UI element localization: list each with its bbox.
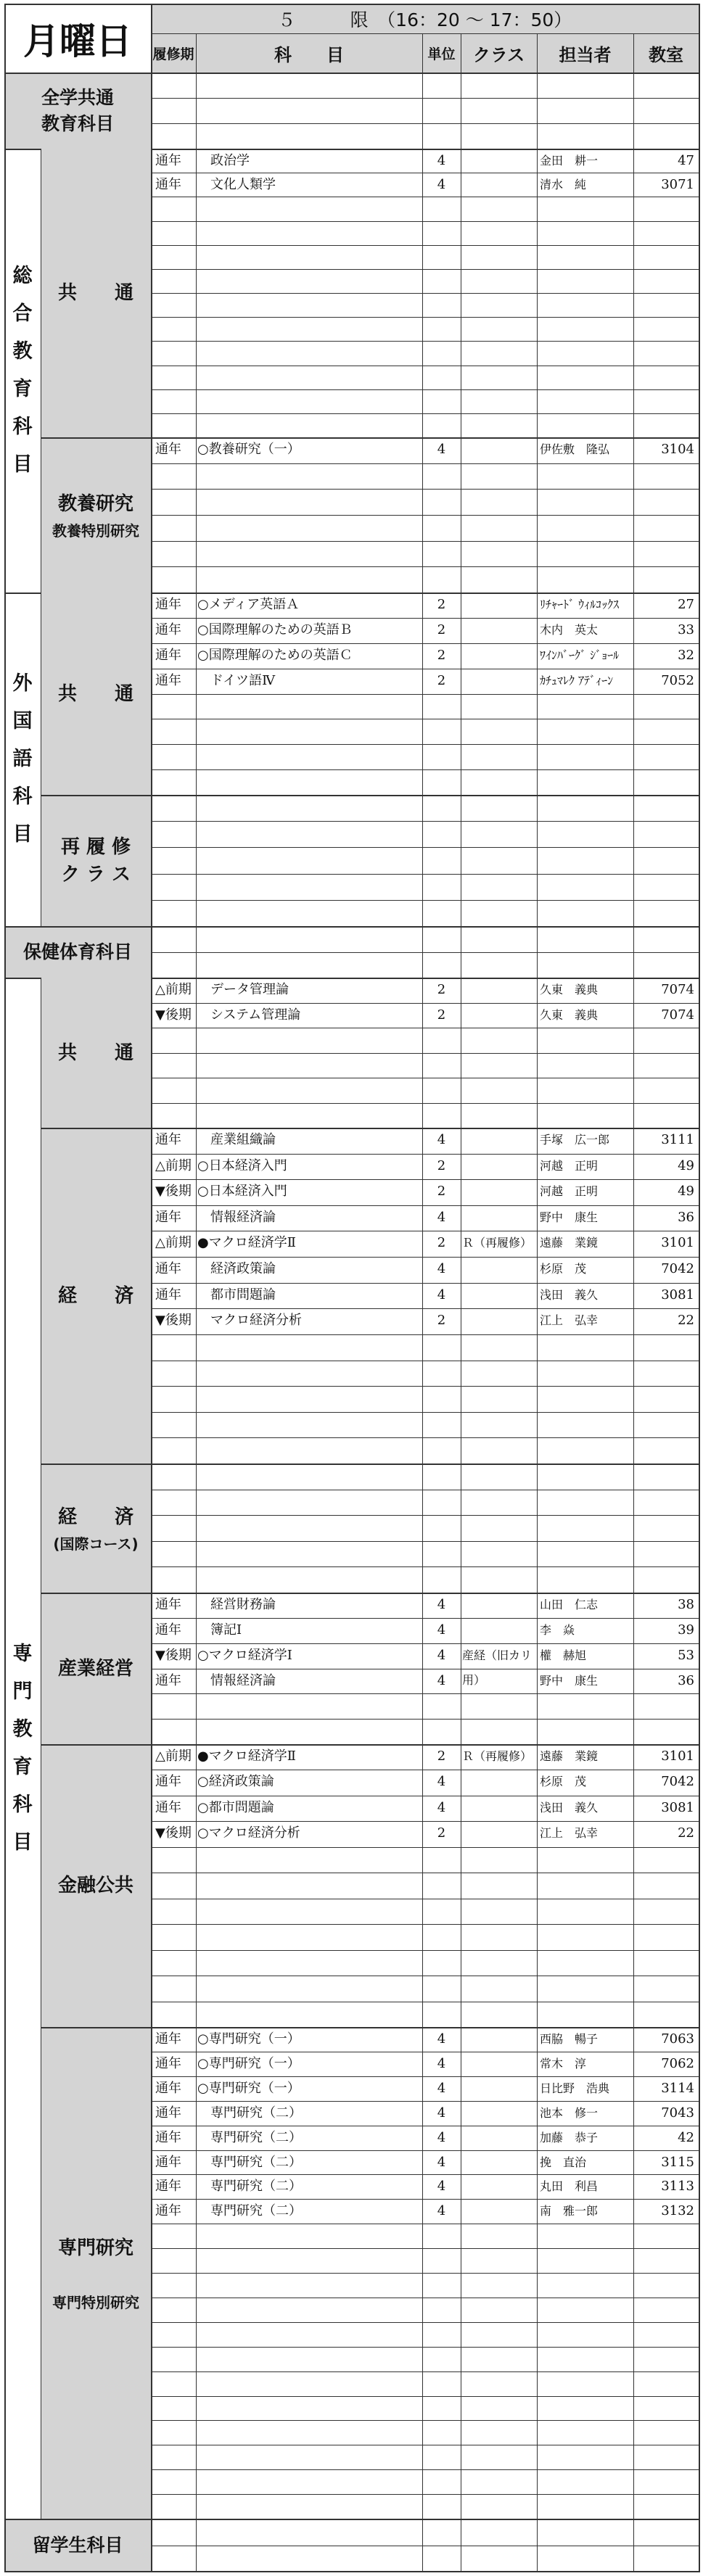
cell-subject: ドイツ語Ⅳ	[197, 672, 276, 688]
cell-credits: 4	[437, 2105, 446, 2121]
cell-subject: 簿記Ⅰ	[197, 1622, 242, 1638]
grid-line	[151, 1566, 699, 1567]
cell-class	[462, 1257, 535, 1283]
cell-credits: 2	[437, 647, 446, 663]
cell-class	[462, 1618, 535, 1643]
cell-credits: 4	[437, 1209, 446, 1225]
subsection-senmon_kyotsu	[41, 978, 151, 1128]
cell-term: △前期	[155, 1235, 192, 1251]
cell-term: △前期	[155, 1749, 192, 1764]
grid-line	[151, 1693, 699, 1694]
grid-line	[151, 1412, 699, 1413]
grid-line	[633, 33, 634, 2572]
grid-line	[151, 1541, 699, 1542]
cell-credits: 2	[437, 597, 446, 612]
cell-subject: データ管理論	[197, 982, 289, 997]
subsection-label: 専門研究	[57, 2237, 133, 2259]
cell-class	[462, 1770, 535, 1795]
cell-room: 7042	[661, 1261, 694, 1277]
cell-room: 3101	[661, 1235, 694, 1251]
cell-credits: 4	[437, 1597, 446, 1612]
grid-line	[41, 1464, 699, 1465]
cell-room: 27	[678, 597, 694, 612]
cell-term: ▼後期	[155, 1184, 192, 1200]
cell-credits: 4	[437, 2129, 446, 2145]
grid-line	[151, 2248, 699, 2249]
cell-teacher: 常木 淳	[540, 2056, 587, 2071]
cell-term: 通年	[155, 1597, 181, 1612]
cell-teacher: 西脇 暢子	[540, 2032, 599, 2046]
cell-class	[462, 1283, 535, 1309]
section-senmon: 専 門 教 育 科 目	[12, 1642, 33, 1854]
grid-line	[151, 2371, 699, 2372]
grid-line	[537, 33, 538, 2572]
grid-line	[196, 33, 197, 2572]
cell-class	[462, 2199, 535, 2224]
cell-room: 22	[678, 1825, 694, 1841]
cell-subject: 専門研究（二）	[197, 2179, 302, 2195]
grid-line	[151, 463, 699, 464]
cell-credits: 4	[437, 1132, 446, 1147]
day-title: 月曜日	[23, 20, 132, 62]
grid-line	[151, 2494, 699, 2495]
cell-credits: 2	[437, 1313, 446, 1329]
grid-line	[151, 1334, 699, 1335]
subsection-senmon_kenkyu	[41, 2027, 151, 2519]
cell-subject: 経済政策論	[197, 1261, 276, 1277]
grid-line	[151, 900, 699, 901]
cell-term: 通年	[155, 597, 181, 612]
grid-line	[151, 821, 699, 822]
grid-line	[4, 926, 699, 928]
cell-class	[462, 2076, 535, 2101]
grid-line	[151, 123, 699, 124]
cell-room: 33	[678, 622, 694, 637]
cell-teacher: 清水 純	[540, 178, 587, 192]
cell-term: 通年	[155, 153, 181, 168]
cell-subject: ○専門研究（一）	[197, 2080, 300, 2096]
cell-term: 通年	[155, 1622, 181, 1638]
cell-subject: ○専門研究（一）	[197, 2031, 300, 2047]
cell-room: 32	[678, 647, 694, 663]
grid-line	[151, 1847, 699, 1848]
cell-room: 3113	[661, 2179, 694, 2195]
cell-term: △前期	[155, 1157, 192, 1173]
subsection-gaikoku_sairishu	[41, 795, 151, 926]
cell-term: 通年	[155, 1261, 181, 1277]
cell-subject: マクロ経済分析	[197, 1313, 302, 1329]
cell-teacher: 伊佐敷 隆弘	[540, 442, 610, 456]
cell-teacher: ﾘﾁｬｰﾄﾞ ｳｨﾙｺｯｸｽ	[540, 598, 620, 611]
cell-term: 通年	[155, 672, 181, 688]
grid-line	[4, 2519, 699, 2520]
grid-line	[151, 413, 699, 414]
cell-subject: ○日本経済入門	[197, 1184, 287, 1200]
section-hoken: 保健体育科目	[4, 926, 151, 978]
grid-line	[151, 269, 699, 270]
cell-term: 通年	[155, 2105, 181, 2121]
grid-line	[151, 566, 699, 567]
grid-line	[151, 98, 699, 99]
cell-room: 7062	[661, 2055, 694, 2071]
cell-teacher: 山田 仁志	[540, 1598, 599, 1611]
column-header-subject: 科 目	[196, 33, 422, 73]
cell-credits: 4	[437, 1647, 446, 1663]
subsection-keizai	[41, 1128, 151, 1464]
cell-teacher: 遠藤 業鏡	[540, 1236, 599, 1250]
cell-class	[462, 1128, 535, 1154]
grid-line	[151, 952, 699, 953]
subsection-label: 再 履 修 ク ラ ス	[60, 835, 131, 886]
cell-class	[462, 2027, 535, 2052]
cell-teacher: 久東 義典	[540, 1007, 599, 1022]
cell-room: 3081	[661, 1799, 694, 1815]
cell-subject: 専門研究（二）	[197, 2203, 302, 2219]
subsection-label: 経 済	[57, 1284, 133, 1307]
cell-subject: ○マクロ経済学Ⅰ	[197, 1647, 292, 1663]
cell-credits: 2	[437, 1007, 446, 1023]
grid-line	[151, 2322, 699, 2323]
cell-term: 通年	[155, 1672, 181, 1688]
cell-room: 49	[678, 1184, 694, 1200]
cell-room: 3071	[661, 177, 694, 193]
cell-teacher: 杉原 茂	[540, 1775, 587, 1789]
cell-term: ▼後期	[155, 1007, 192, 1023]
cell-room: 3115	[661, 2154, 694, 2170]
cell-credits: 2	[437, 1184, 446, 1200]
cell-term: 通年	[155, 1209, 181, 1225]
subsection-sogo_kyoyo	[41, 437, 151, 593]
cell-teacher: 遠藤 業鏡	[540, 1749, 599, 1763]
cell-room: 3111	[661, 1132, 694, 1147]
cell-subject: ○専門研究（一）	[197, 2055, 300, 2071]
cell-room: 47	[678, 153, 694, 168]
cell-teacher: 木内 英太	[540, 622, 599, 637]
cell-subject: 政治学	[197, 153, 250, 168]
grid-line	[151, 515, 699, 516]
cell-term: 通年	[155, 1774, 181, 1790]
cell-teacher: 日比野 浩典	[540, 2081, 610, 2095]
cell-subject: ○教養研究（一）	[197, 442, 300, 457]
cell-teacher: 江上 弘幸	[540, 1313, 599, 1328]
subsection-sangyo	[41, 1593, 151, 1744]
cell-subject: 経営財務論	[197, 1597, 276, 1612]
cell-class: Ｒ（再履修）	[462, 1236, 533, 1250]
cell-teacher: 野中 康生	[540, 1673, 599, 1688]
cell-teacher: ｶﾁｭﾏﾚｸ ｱﾃﾞｨｰﾝ	[540, 673, 614, 688]
cell-term: 通年	[155, 2080, 181, 2096]
grid-line	[151, 1386, 699, 1387]
cell-subject: 都市問題論	[197, 1287, 276, 1303]
cell-credits: 2	[437, 1157, 446, 1173]
cell-term: 通年	[155, 2055, 181, 2071]
grid-line	[699, 4, 700, 2572]
cell-class	[462, 1821, 535, 1846]
cell-credits: 4	[437, 1672, 446, 1688]
subsection-sublabel: (国際コース)	[53, 1535, 139, 1553]
cell-class	[462, 2052, 535, 2076]
period-label: ５ 限 （16：20 ～ 17：50）	[151, 4, 699, 33]
cell-term: 通年	[155, 2129, 181, 2145]
grid-line	[151, 1950, 699, 1951]
cell-term: 通年	[155, 2031, 181, 2047]
cell-teacher: 加藤 恭子	[540, 2130, 599, 2144]
grid-line	[41, 795, 699, 796]
cell-room: 7074	[661, 982, 694, 997]
grid-line	[151, 694, 699, 695]
grid-line	[151, 1437, 699, 1438]
cell-term: ▼後期	[155, 1313, 192, 1329]
cell-credits: 2	[437, 672, 446, 688]
grid-line	[151, 874, 699, 875]
cell-teacher: 江上 弘幸	[540, 1826, 599, 1841]
cell-term: 通年	[155, 177, 181, 193]
cell-teacher: 丸田 利昌	[540, 2179, 599, 2194]
cell-term: 通年	[155, 2179, 181, 2195]
cell-subject: システム管理論	[197, 1007, 301, 1023]
cell-teacher: 浅田 義久	[540, 1287, 599, 1302]
grid-line	[151, 744, 699, 745]
cell-credits: 2	[437, 1825, 446, 1841]
column-header-teacher: 担当者	[537, 33, 633, 73]
cell-credits: 2	[437, 982, 446, 997]
cell-term: 通年	[155, 622, 181, 637]
cell-room: 7042	[661, 1774, 694, 1790]
cell-class	[462, 643, 535, 669]
cell-term: 通年	[155, 1132, 181, 1147]
cell-class	[462, 1669, 535, 1694]
section-ryugakusei: 留学生科目	[4, 2519, 151, 2572]
cell-room: 49	[678, 1157, 694, 1173]
cell-class	[462, 1154, 535, 1180]
cell-class	[462, 437, 535, 463]
subsection-keizai_kokusai	[41, 1464, 151, 1593]
cell-room: 3101	[661, 1749, 694, 1764]
cell-subject: ●マクロ経済学Ⅱ	[197, 1235, 296, 1251]
section-gaikoku: 外 国 語 科 目	[12, 672, 33, 846]
cell-teacher: 浅田 義久	[540, 1800, 599, 1815]
cell-room: 3114	[661, 2080, 694, 2096]
grid-line	[151, 389, 699, 390]
cell-credits: 2	[437, 1749, 446, 1764]
cell-class: Ｒ（再履修）	[462, 1749, 533, 1763]
cell-subject: ○メディア英語Ａ	[197, 597, 300, 612]
grid-line	[151, 769, 699, 770]
grid-line	[151, 541, 699, 542]
cell-subject: ●マクロ経済学Ⅱ	[197, 1749, 296, 1764]
cell-credits: 4	[437, 1799, 446, 1815]
cell-credits: 4	[437, 2080, 446, 2096]
cell-term: 通年	[155, 647, 181, 663]
subsection-label: 経 済	[57, 1506, 133, 1528]
cell-subject: ○マクロ経済分析	[197, 1825, 300, 1841]
cell-teacher: 權 赫旭	[540, 1648, 587, 1662]
column-header-term: 履修期	[151, 33, 196, 73]
cell-term: △前期	[155, 982, 192, 997]
cell-class	[462, 978, 535, 1003]
grid-line	[4, 2571, 700, 2572]
cell-subject: ○日本経済入門	[197, 1157, 287, 1173]
grid-line	[151, 4, 152, 2572]
cell-class	[462, 1796, 535, 1821]
cell-room: 36	[678, 1209, 694, 1225]
section-zengaku: 全学共通 教育科目	[4, 73, 151, 149]
grid-line	[151, 33, 699, 34]
cell-teacher: 手塚 広一郎	[540, 1133, 610, 1147]
grid-line	[4, 73, 699, 74]
subsection-kinyu	[41, 1744, 151, 2027]
grid-line	[151, 489, 699, 490]
cell-class	[462, 1593, 535, 1618]
cell-subject: 情報経済論	[197, 1672, 276, 1688]
grid-line	[151, 2273, 699, 2274]
cell-teacher: 河越 正明	[540, 1158, 599, 1173]
cell-room: 39	[678, 1622, 694, 1638]
grid-line	[4, 4, 6, 2572]
subsection-label: 共 通	[57, 682, 133, 705]
grid-line	[151, 2347, 699, 2348]
grid-line	[151, 1515, 699, 1516]
cell-teacher: 野中 康生	[540, 1210, 599, 1224]
cell-room: 42	[678, 2129, 694, 2145]
cell-room: 7074	[661, 1007, 694, 1023]
cell-term: 通年	[155, 2154, 181, 2170]
cell-credits: 2	[437, 1235, 446, 1251]
cell-subject: ○経済政策論	[197, 1774, 274, 1790]
grid-line	[151, 293, 699, 294]
cell-class	[462, 1179, 535, 1205]
cell-credits: 4	[437, 1774, 446, 1790]
cell-room: 22	[678, 1313, 694, 1329]
subsection-label: 共 通	[57, 282, 133, 304]
cell-subject: 文化人類学	[197, 177, 276, 193]
cell-subject: ○都市問題論	[197, 1799, 274, 1815]
column-header-credits: 単位	[422, 33, 461, 73]
grid-line	[422, 33, 423, 2572]
cell-room: 3081	[661, 1287, 694, 1303]
grid-line	[151, 2469, 699, 2470]
cell-term: 通年	[155, 1287, 181, 1303]
cell-room: 7043	[661, 2105, 694, 2121]
cell-subject: 専門研究（二）	[197, 2154, 302, 2170]
cell-teacher: ﾜｲﾝﾊﾞｰｸﾞ ｼﾞｮｰﾙ	[540, 648, 620, 662]
cell-teacher: 李 焱	[540, 1622, 575, 1637]
cell-credits: 4	[437, 1287, 446, 1303]
subsection-label: 共 通	[57, 1041, 133, 1064]
cell-class	[462, 1308, 535, 1334]
cell-teacher: 久東 義典	[540, 983, 599, 996]
subsection-label: 産業経営	[57, 1657, 133, 1680]
cell-credits: 4	[437, 1622, 446, 1638]
cell-subject: 情報経済論	[197, 1209, 276, 1225]
cell-room: 38	[678, 1597, 694, 1612]
cell-term: 通年	[155, 2203, 181, 2219]
subsection-label: 教養研究	[57, 492, 133, 515]
grid-line	[151, 1103, 699, 1104]
cell-class	[462, 149, 535, 173]
cell-class	[462, 1003, 535, 1028]
grid-line	[151, 317, 699, 318]
cell-credits: 2	[437, 622, 446, 637]
cell-room: 7052	[661, 672, 694, 688]
cell-term: 通年	[155, 442, 181, 457]
cell-credits: 4	[437, 2154, 446, 2170]
subsection-label: 金融公共	[57, 1875, 133, 1896]
cell-term: ▼後期	[155, 1825, 192, 1841]
subsection-sublabel: 専門特別研究	[52, 2293, 139, 2311]
cell-credits: 4	[437, 2031, 446, 2047]
cell-term: 通年	[155, 1799, 181, 1815]
cell-class	[462, 2174, 535, 2199]
grid-line	[151, 1719, 699, 1720]
cell-credits: 4	[437, 153, 446, 168]
cell-room: 36	[678, 1672, 694, 1688]
cell-teacher: 河越 正明	[540, 1184, 599, 1199]
cell-class	[462, 593, 535, 618]
cell-subject: 専門研究（二）	[197, 2129, 302, 2145]
cell-class	[462, 618, 535, 643]
cell-subject: 専門研究（二）	[197, 2105, 302, 2121]
cell-room: 3104	[661, 442, 694, 457]
grid-line	[151, 341, 699, 342]
grid-line	[151, 1053, 699, 1054]
subsection-sublabel: 教養特別研究	[52, 521, 139, 540]
cell-credits: 4	[437, 2055, 446, 2071]
cell-subject: ○国際理解のための英語Ｂ	[197, 622, 353, 637]
cell-class	[462, 1205, 535, 1231]
cell-teacher: 杉原 茂	[540, 1262, 587, 1276]
grid-line	[151, 1924, 699, 1925]
cell-class: 産経（旧カリ用）	[462, 1648, 533, 1687]
grid-line	[151, 221, 699, 222]
cell-room: 53	[678, 1647, 694, 1663]
cell-room: 7063	[661, 2031, 694, 2047]
cell-teacher: 南 雅一郎	[540, 2204, 599, 2218]
grid-line	[4, 4, 699, 5]
subsection-sogo_kyotsu	[41, 149, 151, 437]
subsection-gaikoku_kyotsu	[41, 593, 151, 795]
grid-line	[151, 2396, 699, 2397]
cell-term: ▼後期	[155, 1647, 192, 1663]
cell-credits: 4	[437, 2179, 446, 2195]
cell-credits: 4	[437, 2203, 446, 2219]
cell-teacher: 挽 直治	[540, 2155, 587, 2169]
cell-class	[462, 2101, 535, 2126]
column-header-room: 教室	[633, 33, 699, 73]
cell-subject: 産業組織論	[197, 1132, 276, 1147]
cell-subject: ○国際理解のための英語Ｃ	[197, 647, 353, 663]
cell-class	[462, 2150, 535, 2175]
grid-line	[151, 245, 699, 246]
cell-class	[462, 2126, 535, 2150]
cell-class	[462, 173, 535, 197]
section-sogo: 総 合 教 育 科 目	[12, 265, 33, 476]
grid-line	[151, 847, 699, 848]
cell-room: 3132	[661, 2203, 694, 2219]
cell-teacher: 池本 修一	[540, 2105, 599, 2120]
column-header-class: クラス	[461, 33, 537, 73]
cell-credits: 4	[437, 1261, 446, 1277]
cell-teacher: 金田 耕一	[540, 154, 599, 168]
cell-credits: 4	[437, 177, 446, 193]
grid-line	[151, 2420, 699, 2421]
cell-credits: 4	[437, 442, 446, 457]
cell-class	[462, 669, 535, 694]
